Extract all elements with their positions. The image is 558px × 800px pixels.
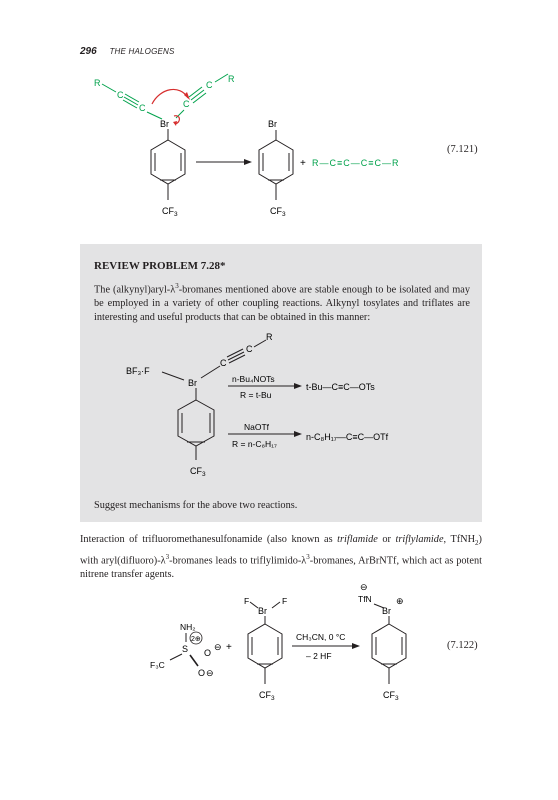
triple-bond-left-1 [124, 97, 138, 105]
carbon-c2: C [139, 103, 146, 113]
bf3f-label: BF₃·F [126, 366, 150, 376]
running-head: THE HALOGENS [109, 47, 175, 56]
review-question: Suggest mechanisms for the above two reactions. [94, 500, 298, 511]
br-product-122: Br [382, 606, 391, 616]
body-paragraph: Interaction of trifluoromethanesulfonamide (also known as triflamide or triflylamide, TfNH$_2$) with $aryl(difluoro)-\lambda^3$-bromanes leads to triflylimido-$\lambda^3$-bromanes, ArBrNTf, which act as potent nitrene transfer agents. [80, 534, 482, 580]
plus-122: + [226, 642, 232, 653]
cf3-reactant: $CF_3$ [162, 206, 178, 218]
running-header [80, 46, 175, 57]
sulfur: S [182, 644, 189, 654]
cf3-product: $CF_3$ [270, 206, 286, 218]
bond-f-br [162, 372, 184, 380]
cond-top: CH₃CN, 0 °C [296, 632, 346, 642]
arrowhead2 [294, 431, 302, 437]
minus-1: ⊖ [214, 642, 222, 652]
bond-br-c [201, 366, 220, 378]
triple-1 [228, 352, 244, 360]
reagent2-top: NaOTf [244, 422, 270, 432]
page-number: 296 [80, 46, 97, 57]
f3c-label: F₃C [150, 660, 165, 670]
product2: n-C₈H₁₇—C≡C—OTf [306, 432, 389, 442]
benzene-ring-product [259, 140, 293, 184]
benzene-ring-122 [248, 624, 282, 668]
product1: t-Bu—C≡C—OTs [306, 382, 375, 392]
br-product: Br [268, 119, 277, 129]
equation-7-122 [140, 580, 430, 710]
bond-c-r [254, 340, 266, 347]
bond-c-r-right [215, 74, 228, 82]
review-scheme [80, 328, 482, 488]
arrowhead-small [173, 121, 177, 126]
review-text: The $(alkynyl)aryl-\lambda^3$-bromanes mentioned above are stable enough to be isolated and may be employed in a variety of other coupling reactions. Alkynyl tosylates and triflates are interesting and useful products that can be obtained in this manner: [94, 282, 470, 323]
tfn-label: TfN [358, 594, 372, 604]
benzene-ring-prod-122 [372, 624, 406, 668]
plus-charge: ⊕ [396, 596, 404, 606]
bond-f-br-left [250, 602, 258, 608]
charge-2plus: 2⊕ [191, 636, 201, 643]
f-right: F [282, 596, 288, 606]
bond-r-c [102, 84, 116, 92]
bond-br-c-right [176, 110, 184, 118]
br-reactant: Br [160, 119, 169, 129]
review-title: REVIEW PROBLEM 7.28* [94, 260, 226, 272]
benzene-ring-reactant [151, 140, 185, 184]
equation-7-121 [80, 60, 480, 230]
bond-c-br-left [147, 112, 162, 119]
triple-bond-right-2 [189, 87, 202, 97]
r-right: R [228, 74, 235, 84]
reagent2-bottom: R = n-C₈H₁₇ [232, 439, 277, 449]
triple-3 [229, 355, 245, 363]
bond-f-br-right [272, 602, 280, 608]
br-scheme: Br [188, 378, 197, 388]
benzene-ring-scheme [178, 400, 214, 446]
carbon-c3: C [183, 99, 190, 109]
oxygen-1: O [204, 648, 212, 658]
oxygen-2: O [198, 668, 206, 678]
triple-bond-right-1 [191, 90, 204, 100]
reagent1-bottom: R = t-Bu [240, 390, 272, 400]
reagent1-top: n-Bu₄NOTs [232, 374, 275, 384]
arrowhead-122 [352, 643, 360, 649]
bond-s-o2 [190, 655, 198, 666]
cf3-prod-122: $CF_3$ [383, 690, 399, 702]
plus-sign: + [300, 158, 306, 169]
carbon-c4: C [206, 80, 213, 90]
triple-bond-right-3 [193, 93, 206, 103]
nh2-label: NH₂ [180, 622, 196, 632]
triple-bond-left-2 [125, 94, 139, 102]
cond-bottom: – 2 HF [306, 651, 332, 661]
diyne-product: R—C≡C—C≡C—R [312, 158, 400, 168]
br-122: Br [258, 606, 267, 616]
carbon-a: C [220, 358, 227, 368]
cf3-scheme: $CF_3$ [190, 466, 206, 478]
review-problem-box [80, 244, 482, 522]
carbon-c1: C [117, 90, 124, 100]
r-left: R [94, 78, 101, 88]
triple-2 [227, 349, 243, 357]
minus-tfn: ⊖ [360, 582, 368, 592]
bond-s-cf3 [170, 654, 182, 660]
carbon-b: C [246, 344, 253, 354]
equation-number-7-122: (7.122) [447, 640, 478, 651]
cf3-122: $CF_3$ [259, 690, 275, 702]
arrowhead1 [294, 383, 302, 389]
reaction-arrowhead [244, 159, 252, 165]
triple-bond-left-3 [123, 100, 137, 108]
minus-2: ⊖ [206, 668, 214, 678]
r-scheme: R [266, 332, 273, 342]
f-left: F [244, 596, 250, 606]
equation-number-7-121: (7.121) [447, 144, 478, 155]
